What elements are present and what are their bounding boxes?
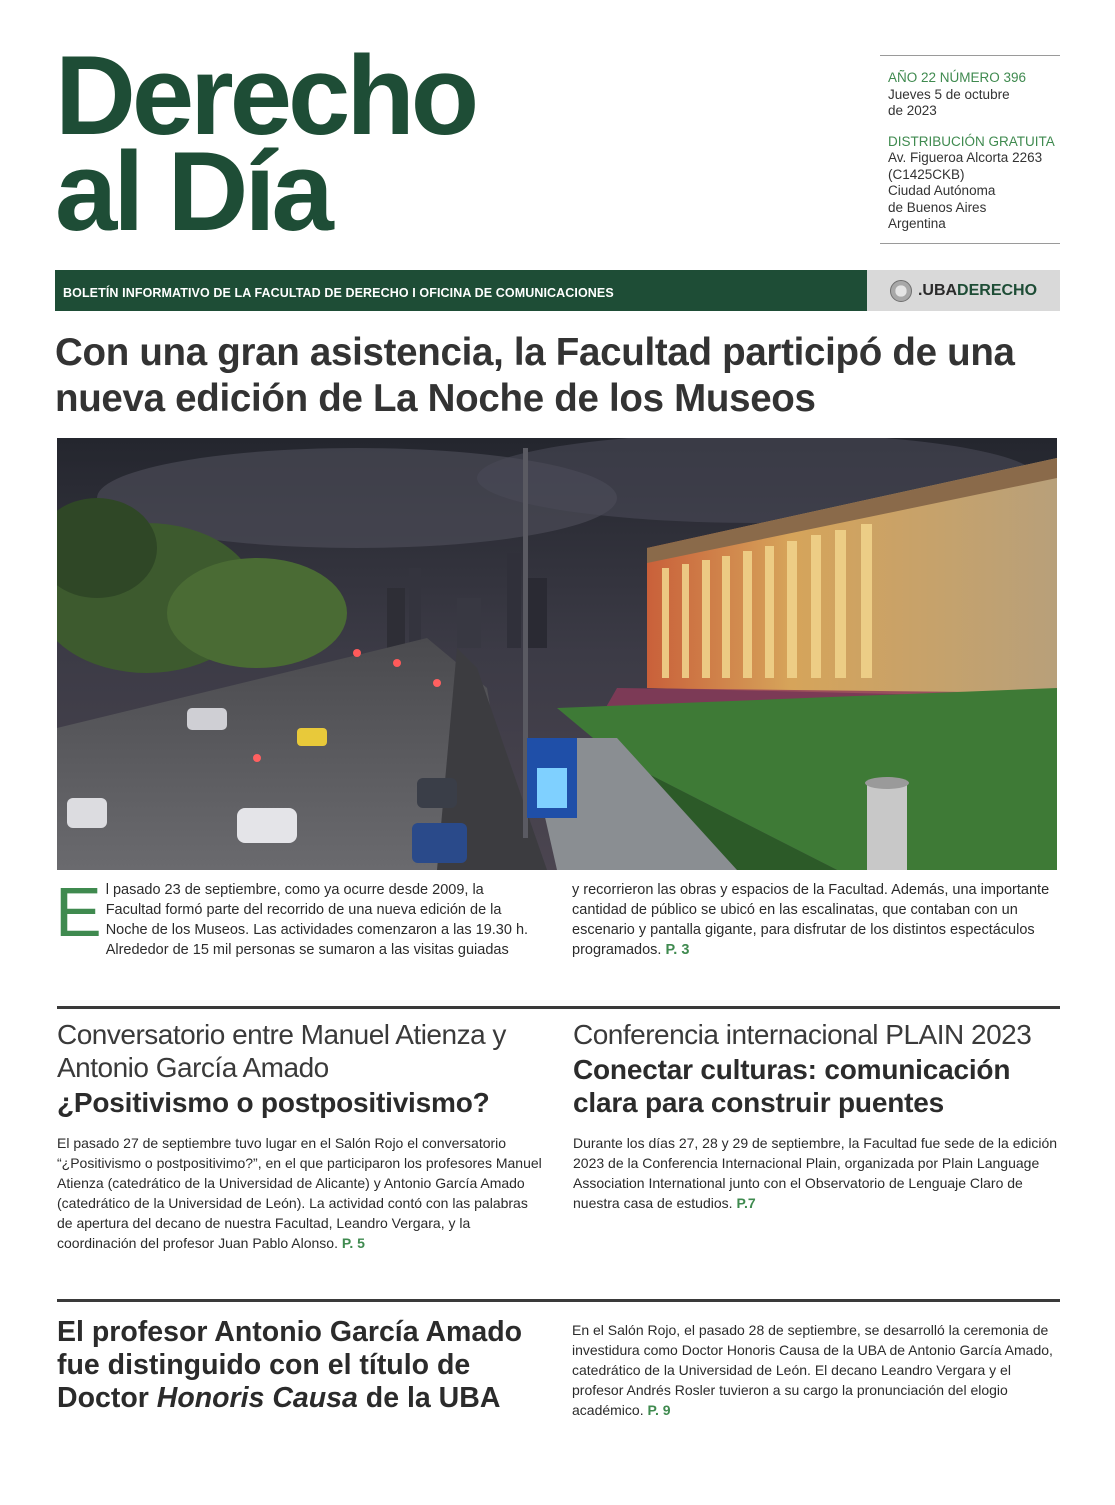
issue-date-1: Jueves 5 de octubre xyxy=(888,86,1010,102)
banner-text: BOLETÍN INFORMATIVO DE LA FACULTAD DE DERECHO I OFICINA DE COMUNICACIONES xyxy=(55,270,867,311)
logo-prefix: .UBA xyxy=(917,281,958,299)
article-title: Conectar culturas: comunicación clara para construir puentes xyxy=(573,1054,1011,1118)
article-honoris-causa xyxy=(57,1316,547,1415)
address-line: Ciudad Autónoma xyxy=(888,183,996,198)
page-ref-link[interactable]: P. 5 xyxy=(341,1235,365,1251)
article-title: ¿Positivismo o postpositivismo? xyxy=(57,1087,490,1118)
section-divider xyxy=(57,1006,1060,1009)
article-title xyxy=(57,1316,547,1415)
article-positivismo xyxy=(57,1018,547,1253)
uba-seal-icon xyxy=(890,280,912,302)
night-museum-photo xyxy=(57,438,1057,870)
main-photo xyxy=(57,438,1057,870)
issue-number: AÑO 22 NÚMERO 396 xyxy=(888,70,1027,85)
lead-text-2: y recorrieron las obras y espacios de la Facultad. Además, una importante cantidad de público se ubicó en las escalinatas, que contaban con un escenario y pantalla gigante, para disfrutar de los distintos espectáculos programados. xyxy=(572,882,1050,958)
address-line: de Buenos Aires xyxy=(888,199,987,215)
article-body-text: Durante los días 27, 28 y 29 de septiembre, la Facultad fue sede de la edición 2023 de la Conferencia Internacional Plain, organizada por Plain Language Association International junto con el Observatorio de Lenguaje Claro de nuestra casa de estudios. xyxy=(573,1135,1058,1211)
article-body-text: En el Salón Rojo, el pasado 28 de septiembre, se desarrolló la ceremonia de investidura como Doctor Honoris Causa de la UBA de Antonio García Amado, catedrático de la Universidad de León. El decano Leandro Vergara y el profesor Andrés Rosler tuvieron a su cargo la pronunciación del elogio académico. xyxy=(572,1322,1053,1418)
issue-date-2: de 2023 xyxy=(888,103,937,118)
title-part-1: El profesor Antonio García Amado fue distinguido con el título de Doctor xyxy=(57,1316,523,1414)
title-part-2: de la UBA xyxy=(357,1382,501,1414)
lead-column-2 xyxy=(572,880,1058,960)
logo-suffix: DERECHO xyxy=(957,281,1038,299)
masthead-line-1: Derecho xyxy=(55,33,476,158)
dropcap: E xyxy=(55,873,102,951)
lead-text-1: l pasado 23 de septiembre, como ya ocurre desde 2009, la Facultad formó parte del recorrido de una nueva edición de la Noche de los Museos. Las actividades comenzaron a las 19.30 h. Alrededor de 15 mil personas se sumaron a las visitas guiadas xyxy=(105,882,529,958)
section-divider xyxy=(57,1299,1060,1302)
page-ref-link[interactable]: P. 3 xyxy=(665,942,690,958)
article-plain-2023 xyxy=(573,1018,1060,1213)
address-line: (C1425CKB) xyxy=(888,166,965,182)
uba-logo[interactable] xyxy=(867,270,1060,311)
banner xyxy=(55,270,1060,311)
masthead-line-2: al Día xyxy=(55,129,330,254)
lead-column-1 xyxy=(55,873,539,960)
distribution-label: DISTRIBUCIÓN GRATUITA xyxy=(888,133,1055,149)
main-headline: Con una gran asistencia, la Facultad participó de una nueva edición de La Noche de los Museos xyxy=(55,331,1015,420)
page-ref-link[interactable]: P.7 xyxy=(736,1195,756,1211)
article-body-text: El pasado 27 de septiembre tuvo lugar en el Salón Rojo el conversatorio “¿Positivismo o postpositivimo?”, en el que participaron los profesores Manuel Atienza (catedrático de la Universidad de Alicante) y Antonio García Amado (catedrático de la Universidad de León). La actividad contó con las palabras de apertura del decano de nuestra Facultad, Leandro Vergara, y la coordinación del profesor Juan Pablo Alonso. xyxy=(57,1135,542,1251)
title-italic: Honoris Causa xyxy=(156,1382,358,1414)
issue-info xyxy=(880,55,1060,244)
page-ref-link[interactable]: P. 9 xyxy=(647,1402,671,1418)
article-honoris-causa-body xyxy=(572,1320,1060,1420)
address-line: Argentina xyxy=(888,216,946,231)
article-kicker: Conversatorio entre Manuel Atienza y Antonio García Amado xyxy=(57,1019,506,1083)
masthead-title xyxy=(55,33,476,254)
address-line: Av. Figueroa Alcorta 2263 xyxy=(888,150,1043,165)
article-kicker: Conferencia internacional PLAIN 2023 xyxy=(573,1019,1032,1050)
article-body xyxy=(57,1133,547,1253)
article-body xyxy=(573,1133,1060,1213)
